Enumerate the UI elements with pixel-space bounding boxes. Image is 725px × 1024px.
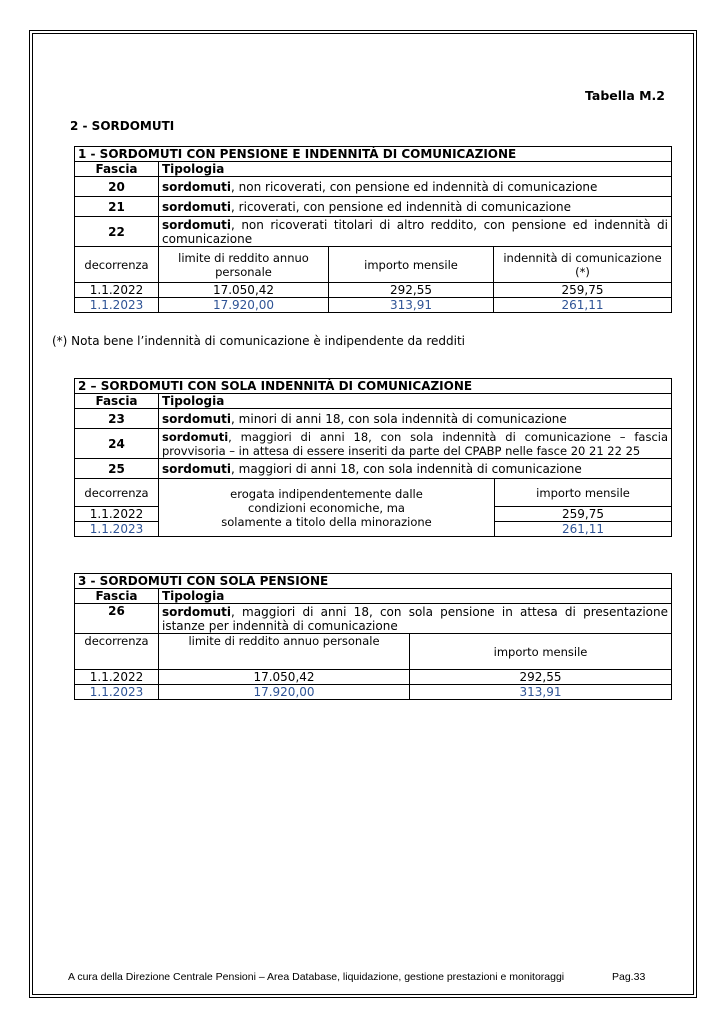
sub-header-indennita: indennità di comunicazione (*) — [494, 247, 672, 283]
table-sola-pensione — [74, 573, 672, 700]
importo-cell: 292,55 — [329, 283, 494, 298]
col-header-fascia: Fascia — [75, 394, 159, 409]
tipologia-text: , non ricoverati, con pensione ed indennità di comunicazione — [231, 179, 598, 194]
indennita-cell: 261,11 — [494, 298, 672, 313]
tipologia-cell — [159, 429, 672, 459]
tipologia-cell — [159, 217, 672, 247]
sub-header-limite-reddito: limite di reddito annuo personale — [159, 634, 410, 670]
tipologia-text: , maggiori di anni 18, con sola pensione in attesa di presentazione istanze per indennità di comunicazione — [162, 604, 669, 633]
col-header-tipologia: Tipologia — [159, 589, 672, 604]
table-row — [75, 604, 672, 634]
tipologia-bold: sordomuti — [162, 461, 232, 476]
table-row — [75, 177, 672, 197]
fascia-cell: 26 — [75, 604, 159, 634]
sub-header-decorrenza: decorrenza — [75, 634, 159, 670]
col-header-tipologia: Tipologia — [159, 394, 672, 409]
table-title: 3 - SORDOMUTI CON SOLA PENSIONE — [75, 574, 672, 589]
fascia-cell: 21 — [75, 197, 159, 217]
fascia-cell: 22 — [75, 217, 159, 247]
sub-header-importo: importo mensile — [329, 247, 494, 283]
tipologia-bold: sordomuti — [162, 429, 229, 444]
table-row — [75, 283, 672, 298]
col-header-fascia: Fascia — [75, 589, 159, 604]
col-header-tipologia: Tipologia — [159, 162, 672, 177]
footnote: (*) Nota bene l’indennità di comunicazione è indipendente da redditi — [52, 334, 465, 348]
table-row — [75, 429, 672, 459]
table-row — [75, 197, 672, 217]
page-number: Pag.33 — [612, 971, 646, 983]
tipologia-cell — [159, 197, 672, 217]
tipologia-bold: sordomuti — [162, 604, 232, 619]
table-title: 1 - SORDOMUTI CON PENSIONE E INDENNITÀ DI COMUNICAZIONE — [75, 147, 672, 162]
page-footer — [68, 971, 646, 983]
footer-text: A cura della Direzione Centrale Pensioni – Area Database, liquidazione, gestione prestazioni e monitoraggi — [68, 971, 565, 983]
importo-cell: 292,55 — [410, 670, 672, 685]
table-row — [75, 409, 672, 429]
importo-cell: 259,75 — [495, 507, 672, 522]
fascia-cell: 24 — [75, 429, 159, 459]
table-row — [75, 217, 672, 247]
limite-cell: 17.050,42 — [159, 670, 410, 685]
tipologia-text: , non ricoverati titolari di altro reddito, con pensione ed indennità di comunicazione — [162, 217, 669, 246]
table-row — [75, 670, 672, 685]
sub-header-importo: importo mensile — [495, 479, 672, 507]
decorrenza-cell: 1.1.2023 — [75, 685, 159, 700]
importo-cell: 313,91 — [329, 298, 494, 313]
table-sola-indennita — [74, 378, 672, 537]
importo-cell: 313,91 — [410, 685, 672, 700]
table-row — [75, 298, 672, 313]
section-title: 2 - SORDOMUTI — [70, 119, 175, 133]
decorrenza-cell: 1.1.2023 — [75, 522, 159, 537]
decorrenza-cell: 1.1.2022 — [75, 283, 159, 298]
decorrenza-cell: 1.1.2023 — [75, 298, 159, 313]
fascia-cell: 25 — [75, 459, 159, 479]
tipologia-bold: sordomuti — [162, 199, 232, 214]
middle-note-cell: erogata indipendentemente dalle condizioni economiche, ma solamente a titolo della minorazione — [159, 479, 495, 537]
table-row — [75, 459, 672, 479]
tipologia-bold: sordomuti — [162, 179, 232, 194]
fascia-cell: 20 — [75, 177, 159, 197]
sub-header-importo: importo mensile — [410, 634, 672, 670]
tipologia-cell — [159, 604, 672, 634]
table-row — [75, 685, 672, 700]
decorrenza-cell: 1.1.2022 — [75, 507, 159, 522]
tipologia-cell — [159, 459, 672, 479]
indennita-cell: 259,75 — [494, 283, 672, 298]
limite-cell: 17.050,42 — [159, 283, 329, 298]
tipologia-text: , minori di anni 18, con sola indennità di comunicazione — [231, 411, 567, 426]
col-header-fascia: Fascia — [75, 162, 159, 177]
tipologia-bold: sordomuti — [162, 411, 232, 426]
table-title: 2 – SORDOMUTI CON SOLA INDENNITÀ DI COMUNICAZIONE — [75, 379, 672, 394]
fascia-cell: 23 — [75, 409, 159, 429]
sub-header-decorrenza: decorrenza — [75, 247, 159, 283]
table-pensione-indennita — [74, 146, 672, 313]
limite-cell: 17.920,00 — [159, 685, 410, 700]
limite-cell: 17.920,00 — [159, 298, 329, 313]
sub-header-decorrenza: decorrenza — [75, 479, 159, 507]
tipologia-bold: sordomuti — [162, 217, 232, 232]
decorrenza-cell: 1.1.2022 — [75, 670, 159, 685]
sub-header-limite-reddito: limite di reddito annuo personale — [159, 247, 329, 283]
tipologia-text: , maggiori di anni 18, con sola indennità di comunicazione – fascia provvisoria – in attesa di essere inseriti da parte del CPABP nelle fasce 20 21 22 25 — [162, 429, 669, 458]
importo-cell: 261,11 — [495, 522, 672, 537]
table-label: Tabella M.2 — [584, 88, 665, 103]
tipologia-text: , ricoverati, con pensione ed indennità di comunicazione — [231, 199, 572, 214]
tipologia-cell — [159, 177, 672, 197]
tipologia-text: , maggiori di anni 18, con sola indennità di comunicazione — [231, 461, 582, 476]
tipologia-cell — [159, 409, 672, 429]
